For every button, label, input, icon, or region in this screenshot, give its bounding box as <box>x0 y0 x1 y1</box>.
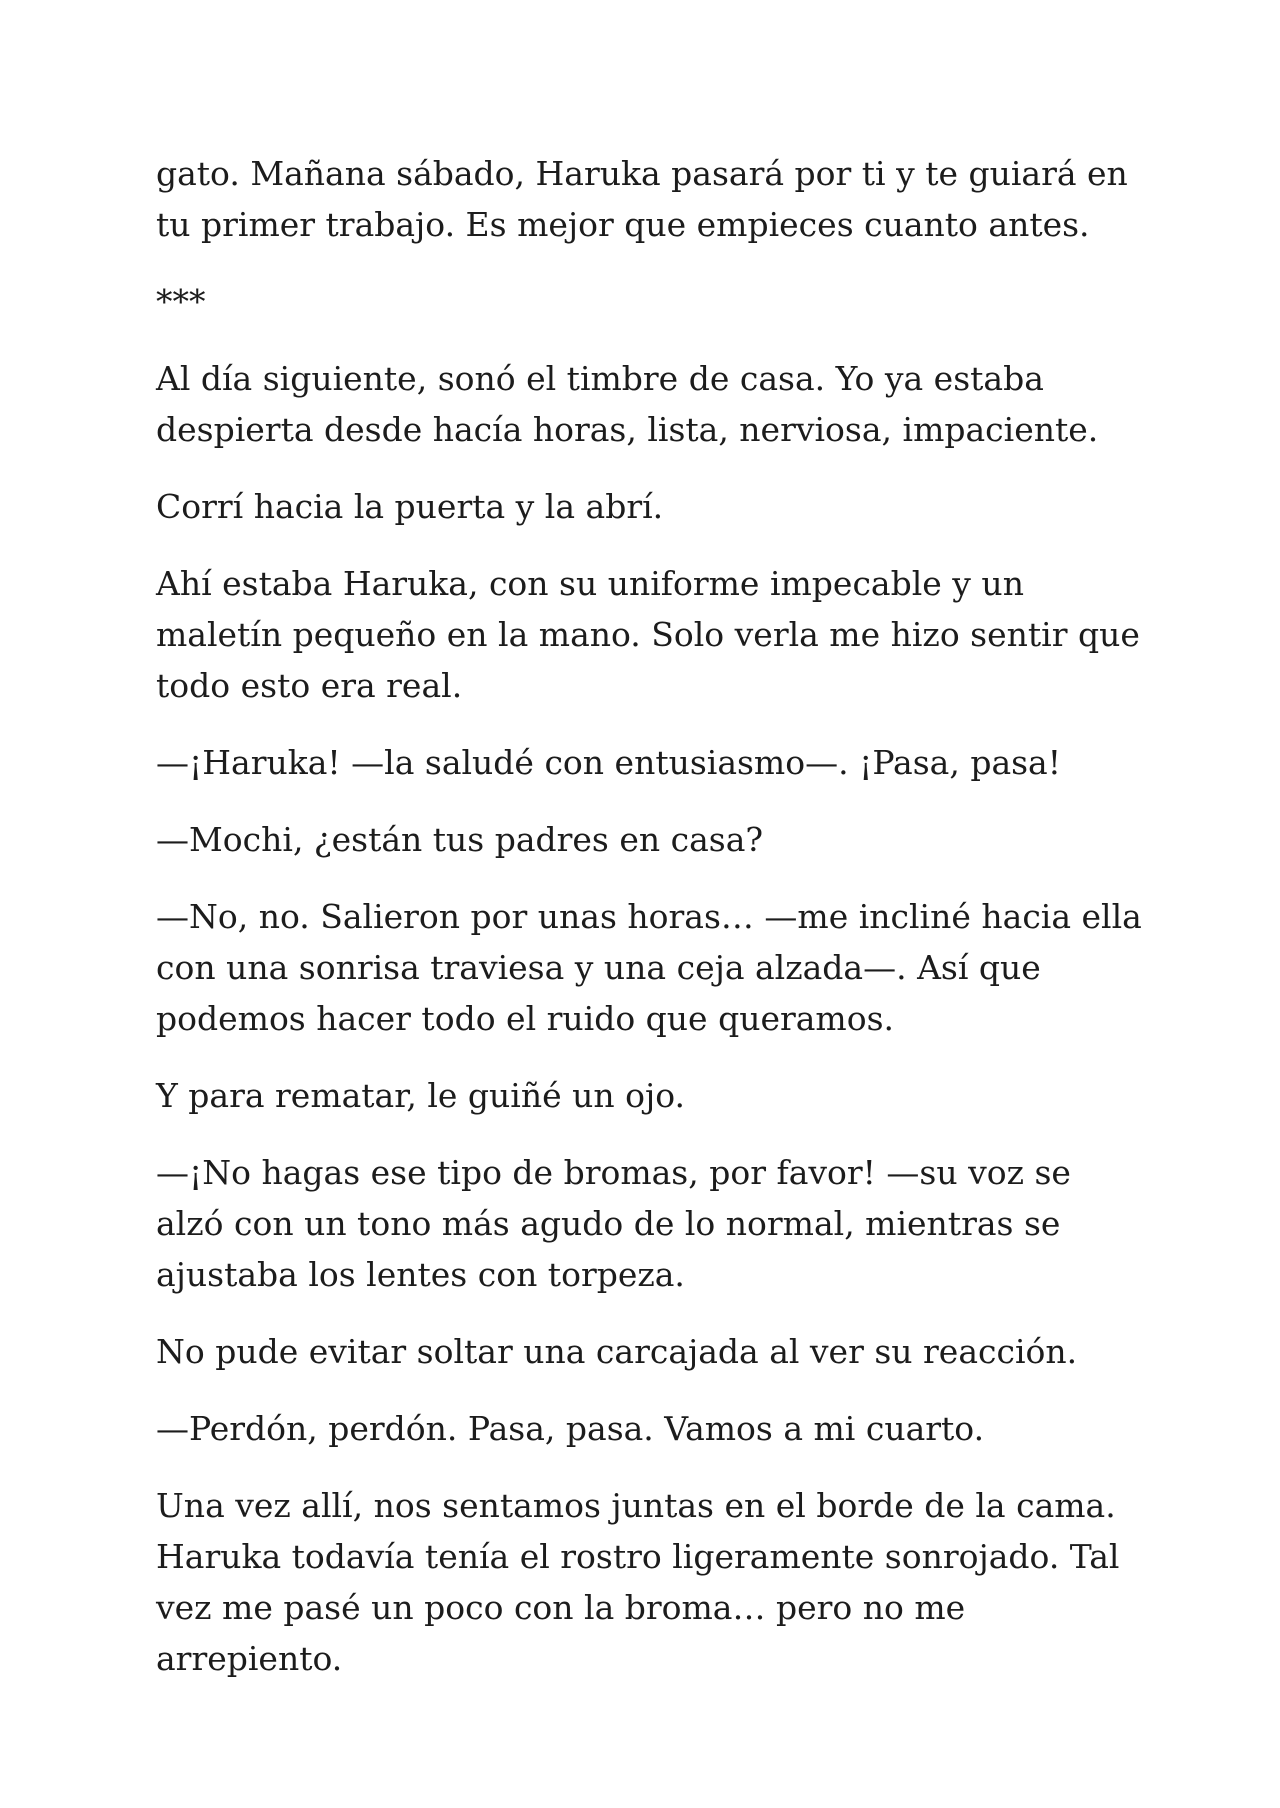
paragraph: Una vez allí, nos sentamos juntas en el borde de la cama. Haruka todavía tenía el rostro ligeramente sonrojado. Tal vez me pasé un poco con la broma… pero no me arrepiento. <box>156 1486 1120 1678</box>
paragraph: gato. Mañana sábado, Haruka pasará por ti y te guiará en tu primer trabajo. Es mejor que empieces cuanto antes. <box>156 154 1128 244</box>
page-text <box>156 148 1146 1710</box>
dialogue-line: —Perdón, perdón. Pasa, pasa. Vamos a mi cuarto. <box>156 1409 985 1448</box>
paragraph: Al día siguiente, sonó el timbre de casa. Yo ya estaba despierta desde hacía horas, lista, nerviosa, impaciente. <box>156 359 1099 449</box>
paragraph: Corrí hacia la puerta y la abrí. <box>156 487 664 526</box>
dialogue-line: —¡No hagas ese tipo de bromas, por favor! —su voz se alzó con un tono más agudo de lo normal, mientras se ajustaba los lentes con torpeza. <box>156 1153 1071 1294</box>
paragraph: Y para rematar, le guiñé un ojo. <box>156 1076 685 1115</box>
dialogue-line: —Mochi, ¿están tus padres en casa? <box>156 820 764 859</box>
dialogue-line: —No, no. Salieron por unas horas… —me incliné hacia ella con una sonrisa traviesa y una ceja alzada—. Así que podemos hacer todo el ruido que queramos. <box>156 897 1142 1038</box>
scene-break: *** <box>156 282 206 321</box>
paragraph: Ahí estaba Haruka, con su uniforme impecable y un maletín pequeño en la mano. Solo verla me hizo sentir que todo esto era real. <box>156 564 1140 705</box>
paragraph: No pude evitar soltar una carcajada al ver su reacción. <box>156 1332 1078 1371</box>
dialogue-line: —¡Haruka! —la saludé con entusiasmo—. ¡Pasa, pasa! <box>156 743 1061 782</box>
